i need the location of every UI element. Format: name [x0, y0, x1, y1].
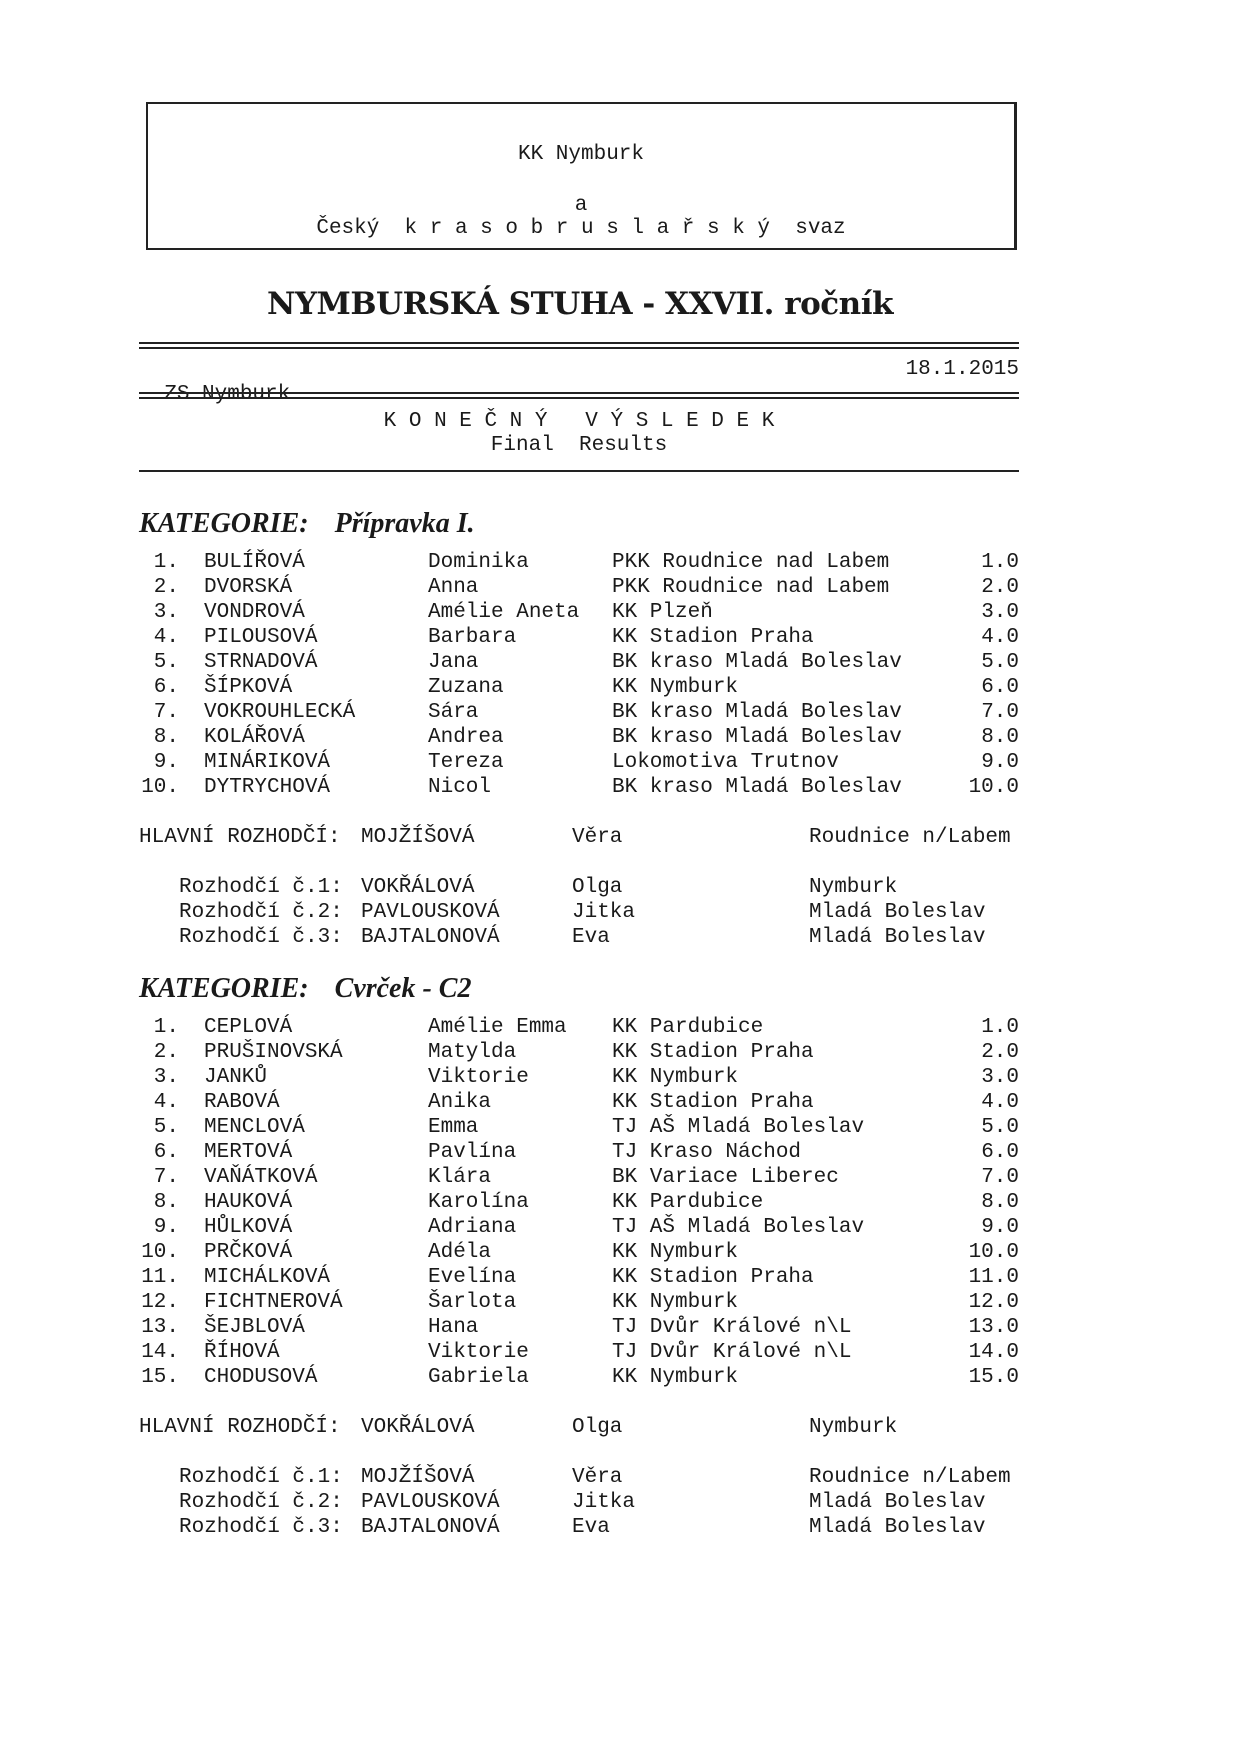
result-row	[139, 650, 1019, 675]
judge-surname: BAJTALONOVÁ	[361, 1516, 500, 1539]
judge-surname: MOJŽÍŠOVÁ	[361, 826, 475, 849]
result-rank: 12.	[141, 1291, 179, 1314]
judge-city: Nymburk	[809, 1416, 898, 1439]
result-score: 3.0	[981, 601, 1019, 624]
result-score: 4.0	[981, 626, 1019, 649]
result-row	[139, 575, 1019, 600]
organizer-line-2: a	[574, 194, 588, 217]
result-score: 7.0	[981, 1166, 1019, 1189]
result-rank: 3.	[153, 601, 179, 624]
result-surname: KOLÁŘOVÁ	[204, 726, 305, 749]
result-score: 13.0	[968, 1316, 1019, 1339]
result-first-name: Hana	[428, 1316, 479, 1339]
result-rank: 13.	[141, 1316, 179, 1339]
result-first-name: Nicol	[428, 776, 492, 799]
result-surname: HAUKOVÁ	[204, 1191, 293, 1214]
result-surname: ŠÍPKOVÁ	[204, 676, 293, 699]
results-title-en: Final Results	[490, 434, 668, 457]
result-score: 4.0	[981, 1091, 1019, 1114]
result-surname: ŘÍHOVÁ	[204, 1341, 280, 1364]
result-club: TJ Dvůr Králové n\L	[612, 1316, 852, 1339]
judge-role: Rozhodčí č.2:	[179, 1491, 343, 1514]
result-surname: VOKROUHLECKÁ	[204, 701, 356, 724]
result-first-name: Andrea	[428, 726, 504, 749]
judge-role: HLAVNÍ ROZHODČÍ:	[139, 826, 341, 849]
result-score: 7.0	[981, 701, 1019, 724]
result-score: 5.0	[981, 1116, 1019, 1139]
judge-surname: VOKŘÁLOVÁ	[361, 1416, 475, 1439]
result-rank: 6.	[153, 676, 179, 699]
result-club: BK kraso Mladá Boleslav	[612, 701, 902, 724]
result-club: PKK Roudnice nad Labem	[612, 551, 890, 574]
result-row	[139, 675, 1019, 700]
result-score: 12.0	[968, 1291, 1019, 1314]
judge-city: Roudnice n/Labem	[809, 826, 1011, 849]
result-club: TJ Dvůr Králové n\L	[612, 1341, 852, 1364]
judge-first-name: Jitka	[572, 1491, 636, 1514]
result-rank: 6.	[153, 1141, 179, 1164]
result-row	[139, 1015, 1019, 1040]
result-row	[139, 600, 1019, 625]
result-surname: JANKŮ	[204, 1066, 268, 1089]
result-row	[139, 775, 1019, 800]
result-score: 2.0	[981, 1041, 1019, 1064]
result-row	[139, 1165, 1019, 1190]
result-row	[139, 1190, 1019, 1215]
result-row	[139, 1315, 1019, 1340]
judge-row	[139, 875, 1019, 900]
result-club: KK Stadion Praha	[612, 1091, 814, 1114]
judge-role: Rozhodčí č.3:	[179, 1516, 343, 1539]
result-club: BK kraso Mladá Boleslav	[612, 651, 902, 674]
result-surname: DVORSKÁ	[204, 576, 293, 599]
result-first-name: Zuzana	[428, 676, 504, 699]
result-score: 2.0	[981, 576, 1019, 599]
judge-role: HLAVNÍ ROZHODČÍ:	[139, 1416, 341, 1439]
result-club: KK Plzeň	[612, 601, 713, 624]
chief-referee-row	[139, 825, 1019, 850]
result-rank: 11.	[141, 1266, 179, 1289]
judge-role: Rozhodčí č.1:	[179, 1466, 343, 1489]
result-first-name: Pavlína	[428, 1141, 517, 1164]
result-row	[139, 725, 1019, 750]
result-club: BK kraso Mladá Boleslav	[612, 776, 902, 799]
result-first-name: Amélie Emma	[428, 1016, 567, 1039]
result-score: 14.0	[968, 1341, 1019, 1364]
result-row	[139, 625, 1019, 650]
results-rule	[139, 470, 1019, 472]
result-score: 10.0	[968, 776, 1019, 799]
result-row	[139, 1240, 1019, 1265]
result-first-name: Amélie Aneta	[428, 601, 580, 624]
result-club: KK Stadion Praha	[612, 1266, 814, 1289]
judge-row	[139, 1465, 1019, 1490]
result-surname: VONDROVÁ	[204, 601, 305, 624]
result-rank: 9.	[153, 1216, 179, 1239]
result-row	[139, 750, 1019, 775]
result-surname: BULÍŘOVÁ	[204, 551, 305, 574]
result-row	[139, 1215, 1019, 1240]
result-rank: 7.	[153, 701, 179, 724]
judge-first-name: Jitka	[572, 901, 636, 924]
judge-first-name: Olga	[572, 876, 623, 899]
judge-role: Rozhodčí č.1:	[179, 876, 343, 899]
judge-row	[139, 900, 1019, 925]
category-name: Přípravka I.	[334, 508, 475, 539]
category-label: KATEGORIE:	[139, 973, 309, 1004]
result-row	[139, 1065, 1019, 1090]
result-rank: 8.	[153, 1191, 179, 1214]
double-rule-top	[139, 342, 1019, 349]
judge-surname: BAJTALONOVÁ	[361, 926, 500, 949]
judge-surname: PAVLOUSKOVÁ	[361, 901, 500, 924]
result-surname: DYTRYCHOVÁ	[204, 776, 331, 799]
result-first-name: Barbara	[428, 626, 517, 649]
result-first-name: Tereza	[428, 751, 504, 774]
result-row	[139, 1040, 1019, 1065]
result-first-name: Anna	[428, 576, 479, 599]
organizer-box	[146, 102, 1017, 250]
result-surname: PRUŠINOVSKÁ	[204, 1041, 343, 1064]
result-score: 10.0	[968, 1241, 1019, 1264]
result-club: BK Variace Liberec	[612, 1166, 839, 1189]
result-surname: VAŇÁTKOVÁ	[204, 1166, 318, 1189]
result-rank: 5.	[153, 1116, 179, 1139]
result-score: 8.0	[981, 1191, 1019, 1214]
result-row	[139, 1265, 1019, 1290]
result-surname: CEPLOVÁ	[204, 1016, 293, 1039]
result-row	[139, 1290, 1019, 1315]
result-first-name: Adriana	[428, 1216, 517, 1239]
result-rank: 4.	[153, 626, 179, 649]
result-rank: 3.	[153, 1066, 179, 1089]
result-row	[139, 1365, 1019, 1390]
result-first-name: Matylda	[428, 1041, 517, 1064]
judge-first-name: Věra	[572, 1466, 623, 1489]
judge-city: Mladá Boleslav	[809, 1491, 986, 1514]
result-first-name: Anika	[428, 1091, 492, 1114]
result-rank: 2.	[153, 1041, 179, 1064]
result-first-name: Gabriela	[428, 1366, 529, 1389]
judge-city: Nymburk	[809, 876, 898, 899]
result-row	[139, 1090, 1019, 1115]
result-rank: 2.	[153, 576, 179, 599]
judge-role: Rozhodčí č.2:	[179, 901, 343, 924]
result-club: TJ AŠ Mladá Boleslav	[612, 1216, 865, 1239]
judge-city: Mladá Boleslav	[809, 926, 986, 949]
judge-surname: PAVLOUSKOVÁ	[361, 1491, 500, 1514]
result-club: KK Nymburk	[612, 1366, 739, 1389]
result-first-name: Adéla	[428, 1241, 492, 1264]
event-date: 18.1.2015	[905, 358, 1019, 381]
result-first-name: Šarlota	[428, 1291, 517, 1314]
judge-row	[139, 1515, 1019, 1540]
result-club: KK Pardubice	[612, 1016, 764, 1039]
result-club: KK Nymburk	[612, 1241, 739, 1264]
result-rank: 1.	[153, 551, 179, 574]
result-club: KK Nymburk	[612, 1291, 739, 1314]
result-surname: STRNADOVÁ	[204, 651, 318, 674]
result-first-name: Evelína	[428, 1266, 517, 1289]
result-surname: RABOVÁ	[204, 1091, 280, 1114]
result-score: 15.0	[968, 1366, 1019, 1389]
result-row	[139, 1340, 1019, 1365]
result-surname: HŮLKOVÁ	[204, 1216, 293, 1239]
result-score: 6.0	[981, 676, 1019, 699]
judge-city: Mladá Boleslav	[809, 1516, 986, 1539]
result-surname: FICHTNEROVÁ	[204, 1291, 343, 1314]
result-first-name: Sára	[428, 701, 479, 724]
result-first-name: Jana	[428, 651, 479, 674]
result-surname: PILOUSOVÁ	[204, 626, 318, 649]
result-club: KK Stadion Praha	[612, 626, 814, 649]
result-row	[139, 700, 1019, 725]
result-first-name: Viktorie	[428, 1066, 529, 1089]
result-club: TJ AŠ Mladá Boleslav	[612, 1116, 865, 1139]
category-label: KATEGORIE:	[139, 508, 309, 539]
result-surname: MERTOVÁ	[204, 1141, 293, 1164]
result-club: TJ Kraso Náchod	[612, 1141, 802, 1164]
category-name: Cvrček - C2	[334, 973, 472, 1004]
result-club: KK Pardubice	[612, 1191, 764, 1214]
result-row	[139, 1115, 1019, 1140]
organizer-line-3: Český k r a s o b r u s l a ř s k ý svaz	[316, 217, 846, 240]
judge-row	[139, 925, 1019, 950]
result-first-name: Viktorie	[428, 1341, 529, 1364]
result-score: 1.0	[981, 551, 1019, 574]
result-club: KK Stadion Praha	[612, 1041, 814, 1064]
result-rank: 10.	[141, 776, 179, 799]
result-score: 8.0	[981, 726, 1019, 749]
category-title	[139, 973, 471, 1005]
result-surname: MINÁRIKOVÁ	[204, 751, 331, 774]
result-rank: 4.	[153, 1091, 179, 1114]
result-score: 1.0	[981, 1016, 1019, 1039]
result-score: 3.0	[981, 1066, 1019, 1089]
result-first-name: Emma	[428, 1116, 479, 1139]
result-club: KK Nymburk	[612, 676, 739, 699]
result-rank: 1.	[153, 1016, 179, 1039]
result-row	[139, 1140, 1019, 1165]
result-score: 5.0	[981, 651, 1019, 674]
event-title: NYMBURSKÁ STUHA - XXVII. ročník	[267, 286, 893, 322]
results-title-cz: K O N E Č N Ý V Ý S L E D E K	[383, 410, 775, 433]
result-club: BK kraso Mladá Boleslav	[612, 726, 902, 749]
result-row	[139, 550, 1019, 575]
judge-surname: VOKŘÁLOVÁ	[361, 876, 475, 899]
chief-referee-row	[139, 1415, 1019, 1440]
result-first-name: Klára	[428, 1166, 492, 1189]
result-rank: 14.	[141, 1341, 179, 1364]
result-score: 11.0	[968, 1266, 1019, 1289]
result-rank: 15.	[141, 1366, 179, 1389]
result-club: PKK Roudnice nad Labem	[612, 576, 890, 599]
result-first-name: Karolína	[428, 1191, 529, 1214]
result-first-name: Dominika	[428, 551, 529, 574]
result-rank: 9.	[153, 751, 179, 774]
result-rank: 10.	[141, 1241, 179, 1264]
result-score: 9.0	[981, 751, 1019, 774]
result-club: Lokomotiva Trutnov	[612, 751, 839, 774]
result-surname: MICHÁLKOVÁ	[204, 1266, 331, 1289]
organizer-line-1: KK Nymburk	[517, 143, 645, 166]
judge-row	[139, 1490, 1019, 1515]
judge-first-name: Olga	[572, 1416, 623, 1439]
judge-surname: MOJŽÍŠOVÁ	[361, 1466, 475, 1489]
judge-city: Mladá Boleslav	[809, 901, 986, 924]
venue: ZS Nymburk	[164, 383, 291, 406]
category-title	[139, 508, 475, 540]
result-score: 6.0	[981, 1141, 1019, 1164]
result-score: 9.0	[981, 1216, 1019, 1239]
result-surname: ŠEJBLOVÁ	[204, 1316, 305, 1339]
judge-first-name: Eva	[572, 1516, 610, 1539]
result-surname: PRČKOVÁ	[204, 1241, 293, 1264]
result-surname: MENCLOVÁ	[204, 1116, 305, 1139]
result-rank: 8.	[153, 726, 179, 749]
judge-first-name: Věra	[572, 826, 623, 849]
judge-role: Rozhodčí č.3:	[179, 926, 343, 949]
result-club: KK Nymburk	[612, 1066, 739, 1089]
double-rule-bottom	[139, 392, 1019, 399]
result-surname: CHODUSOVÁ	[204, 1366, 318, 1389]
judge-city: Roudnice n/Labem	[809, 1466, 1011, 1489]
result-rank: 7.	[153, 1166, 179, 1189]
result-rank: 5.	[153, 651, 179, 674]
judge-first-name: Eva	[572, 926, 610, 949]
